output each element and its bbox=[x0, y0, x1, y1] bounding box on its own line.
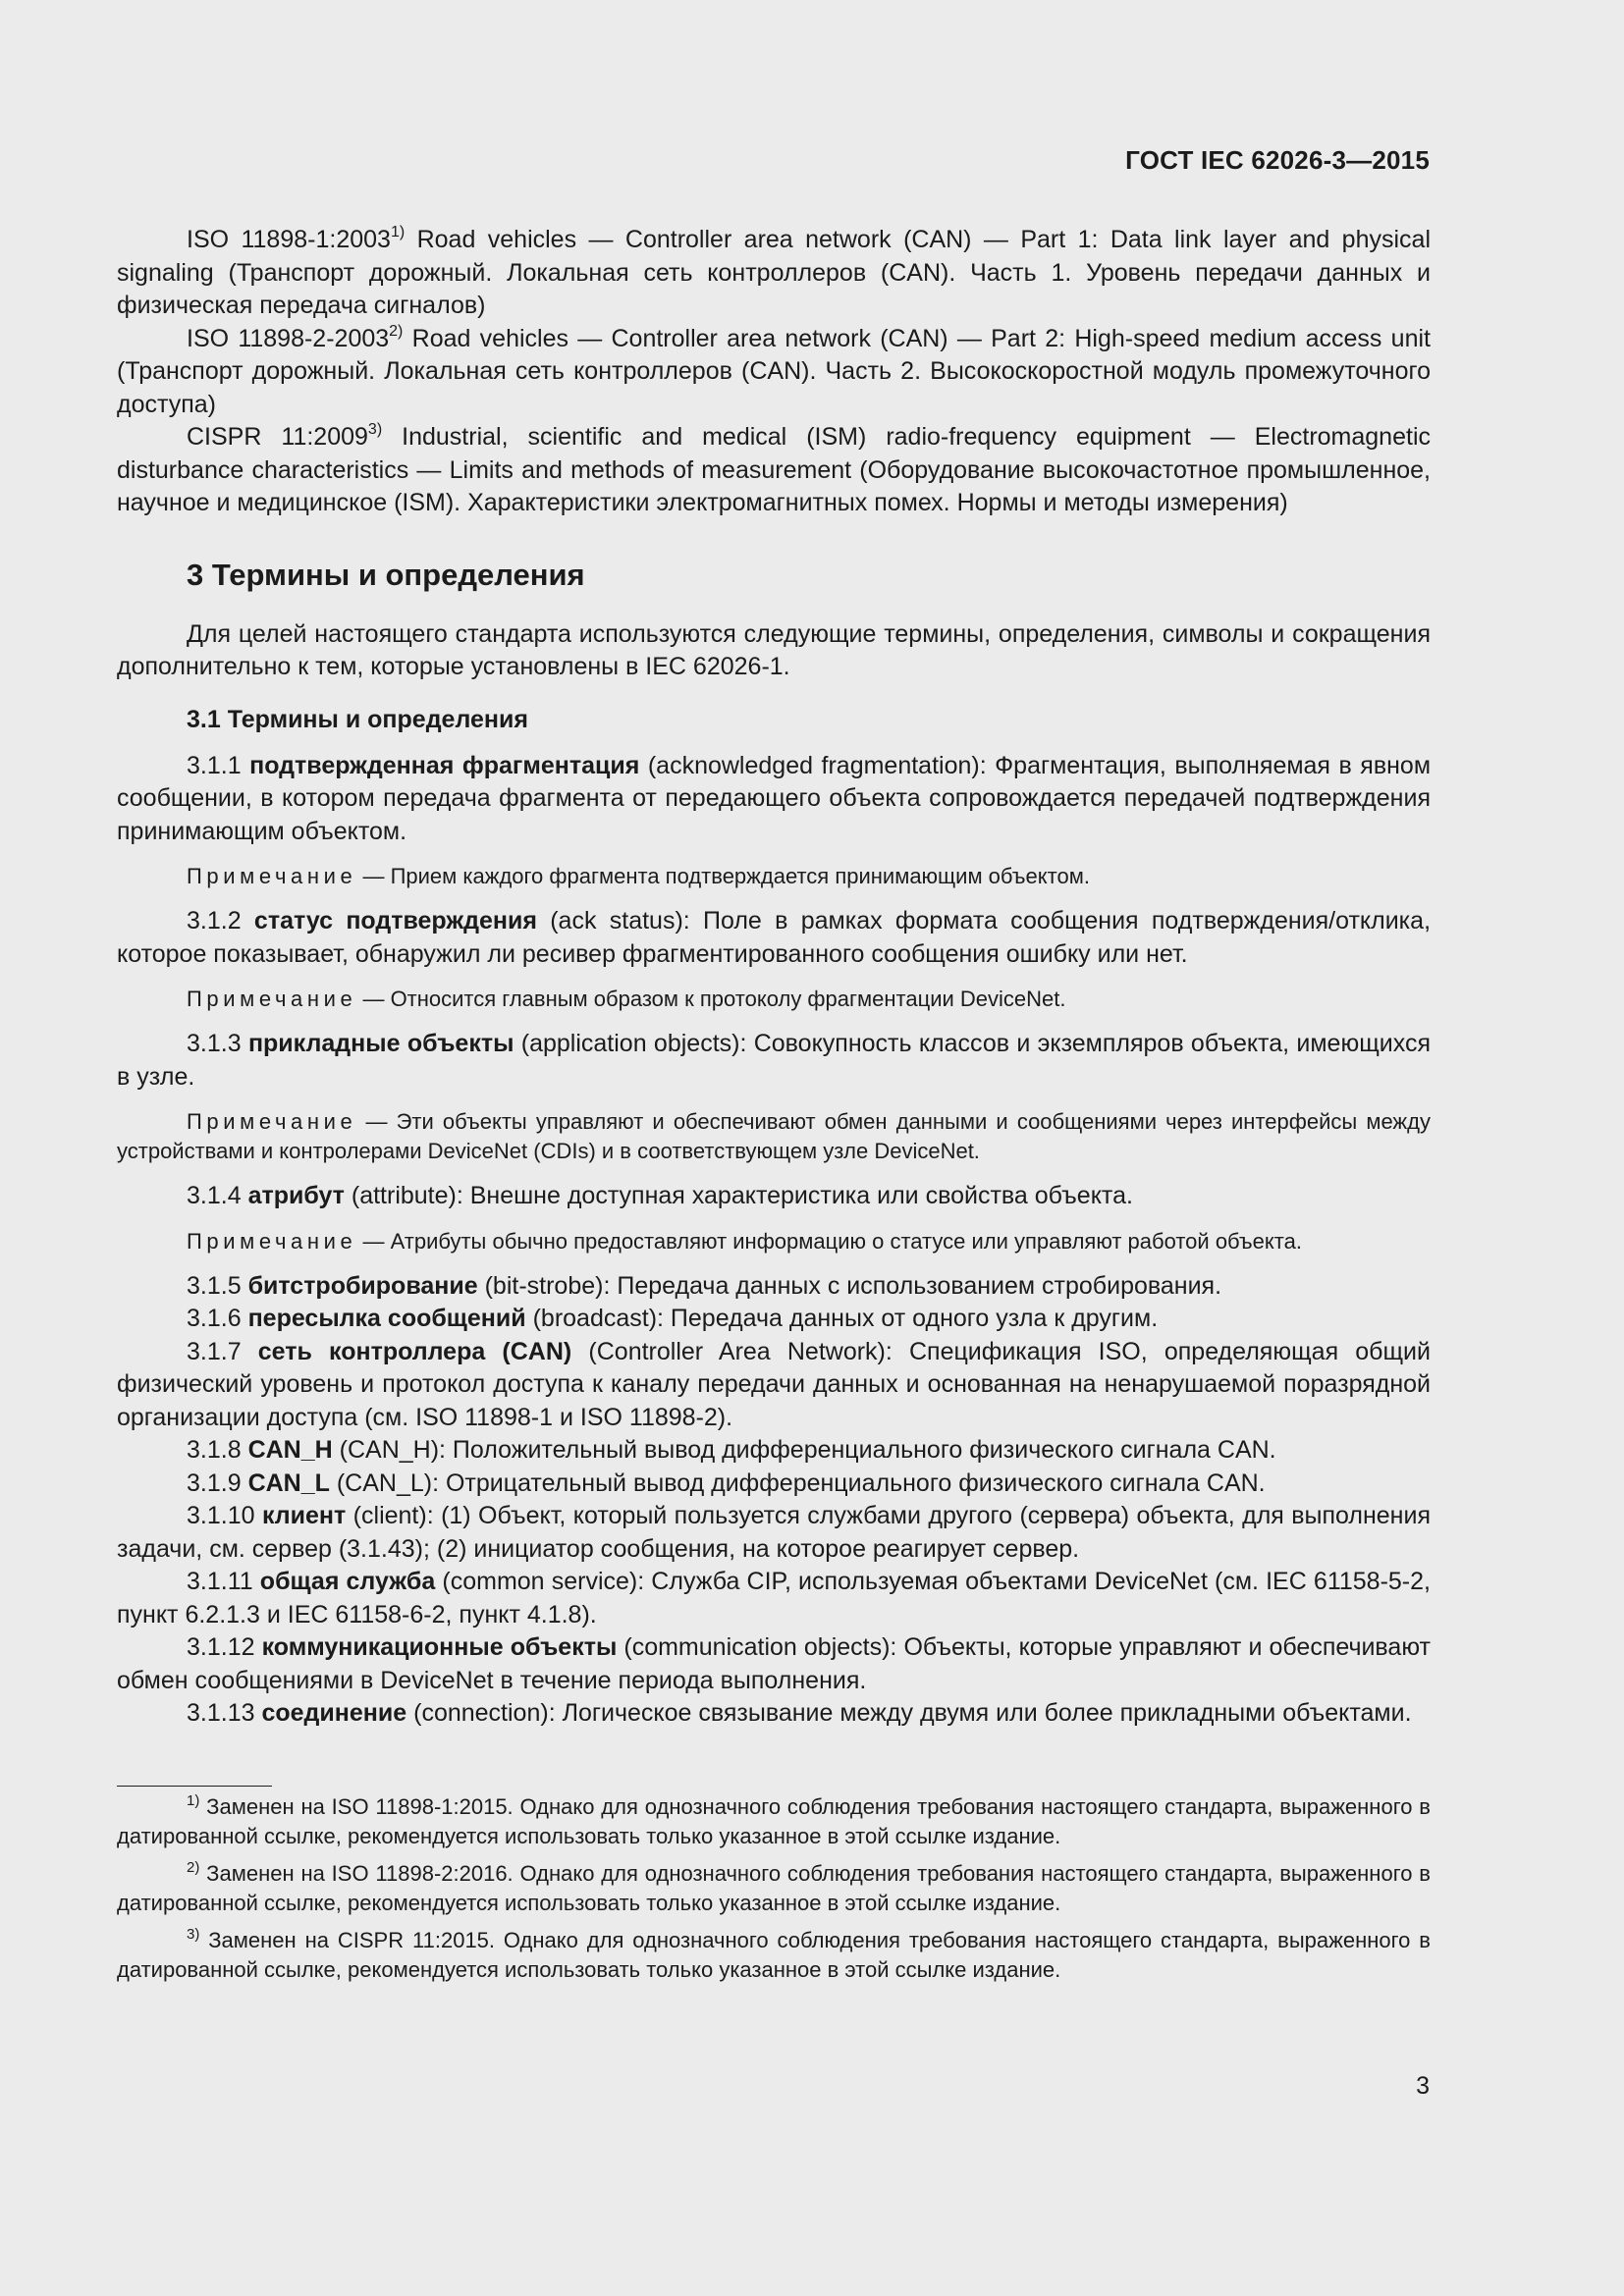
term-name: коммуникационные объекты bbox=[261, 1633, 618, 1661]
term-name: общая служба bbox=[259, 1568, 436, 1595]
footnote-text: Заменен на ISO 11898-2:2016. Однако для однозначного соблюдения требования настоящего стандарта, выраженного в датированной ссылке, рекомендуется использовать только указанное в этой ссылке издание. bbox=[117, 1860, 1431, 1915]
term-definition: (acknowledged fragmentation): Фрагментация, выполняемая в явном сообщении, в котором передача фрагмента от передающего объекта сопровождается передачей подтверждения принимающим объектом. bbox=[117, 751, 1432, 845]
term-name: пересылка сообщений bbox=[247, 1305, 526, 1332]
term-definition: (CAN_L): Отрицательный вывод дифференциального физического сигнала CAN. bbox=[329, 1468, 1266, 1497]
note-text: — Атрибуты обычно предоставляют информацию о статусе или управляют работой объекта. bbox=[356, 1228, 1302, 1254]
term-number: 3.1.1 bbox=[187, 751, 242, 779]
reference-title: Road vehicles — Controller area network (CAN) — Part 1: Data link layer and physical signaling (Транспорт дорожный. Локальная сеть контроллеров (CAN). Часть 1. Уровень передачи данных и физическая передача сигналов) bbox=[117, 226, 1432, 319]
reference-title: Road vehicles — Controller area network (CAN) — Part 2: High-speed medium access unit (Транспорт дорожный. Локальная сеть контроллеров (CAN). Часть 2. Высокоскоростной модуль промежуточного доступа) bbox=[117, 324, 1431, 418]
note-text: — Прием каждого фрагмента подтверждается принимающим объектом. bbox=[356, 864, 1090, 888]
term-number: 3.1.2 bbox=[187, 907, 242, 934]
note-3-1-3 bbox=[117, 1107, 1431, 1166]
term-definition: (Controller Area Network): Спецификация ISO, определяющая общий физический уровень и протокол доступа к каналу передачи данных и основанная на ненарушаемой поразрядной организации доступа (см. ISO 11898-1 и ISO 11898-2). bbox=[117, 1337, 1431, 1431]
note-text: — Относится главным образом к протоколу фрагментации DeviceNet. bbox=[356, 987, 1066, 1011]
term-number: 3.1.3 bbox=[187, 1030, 242, 1057]
term-3-1-11 bbox=[117, 1566, 1431, 1631]
term-name: клиент bbox=[261, 1502, 347, 1529]
note-3-1-4 bbox=[117, 1227, 1431, 1256]
subsection-3-1-heading: 3.1 Термины и определения bbox=[187, 705, 528, 733]
footnote-2 bbox=[117, 1859, 1431, 1918]
term-name: атрибут bbox=[247, 1182, 345, 1209]
term-number: 3.1.6 bbox=[187, 1305, 242, 1332]
term-3-1-1 bbox=[117, 750, 1431, 849]
term-3-1-3 bbox=[117, 1028, 1431, 1094]
reference-3 bbox=[117, 421, 1431, 520]
footnote-marker: 1) bbox=[390, 224, 406, 240]
term-name: прикладные объекты bbox=[247, 1030, 514, 1057]
term-number: 3.1.8 bbox=[187, 1436, 242, 1464]
note-label: Примечание bbox=[187, 864, 357, 888]
term-number: 3.1.4 bbox=[187, 1182, 242, 1209]
term-definition: (communication objects): Объекты, которые управляют и обеспечивают обмен сообщениями в DeviceNet в течение периода выполнения. bbox=[117, 1633, 1431, 1694]
term-definition: (bit-strobe): Передача данных с использованием стробирования. bbox=[477, 1271, 1222, 1300]
reference-title: Industrial, scientific and medical (ISM) radio-frequency equipment — Electromagnetic disturbance characteristics — Limits and methods of measurement (Оборудование высокочастотное промышленное, научное и медицинское (ISM). Характеристики электромагнитных помех. Нормы и методы измерения) bbox=[117, 423, 1431, 516]
note-3-1-2 bbox=[117, 985, 1431, 1014]
note-label: Примечание bbox=[187, 1109, 357, 1134]
reference-code: ISO 11898-1:2003 bbox=[187, 226, 391, 253]
term-definition: (CAN_H): Положительный вывод дифференциального физического сигнала CAN. bbox=[332, 1436, 1276, 1464]
document-code-header: ГОСТ IEC 62026-3—2015 bbox=[1125, 145, 1430, 175]
term-definition: (application objects): Совокупность классов и экземпляров объекта, имеющихся в узле. bbox=[117, 1030, 1431, 1091]
term-number: 3.1.5 bbox=[187, 1271, 242, 1300]
note-3-1-1 bbox=[117, 862, 1431, 891]
section-3-heading: 3 Термины и определения bbox=[187, 557, 585, 592]
term-number: 3.1.7 bbox=[187, 1337, 242, 1365]
footnote-marker: 2) bbox=[187, 1858, 200, 1876]
footnote-separator bbox=[117, 1786, 272, 1787]
term-3-1-12 bbox=[117, 1631, 1431, 1697]
term-3-1-4 bbox=[117, 1180, 1431, 1213]
term-definition: (client): (1) Объект, который пользуется службами другого (сервера) объекта, для выполнения задачи, см. сервер (3.1.43); (2) инициатор сообщения, на которое реагирует сервер. bbox=[117, 1502, 1431, 1563]
term-number: 3.1.10 bbox=[187, 1502, 255, 1529]
term-number: 3.1.13 bbox=[187, 1699, 255, 1727]
reference-1 bbox=[117, 224, 1431, 323]
footnote-marker: 3) bbox=[367, 421, 383, 438]
term-definition: (attribute): Внешне доступная характеристика или свойства объекта. bbox=[344, 1182, 1133, 1209]
term-name: битстробирование bbox=[247, 1271, 478, 1300]
note-label: Примечание bbox=[187, 1228, 357, 1254]
term-3-1-2 bbox=[117, 905, 1431, 971]
page-number: 3 bbox=[1416, 2072, 1430, 2100]
term-3-1-6 bbox=[117, 1303, 1431, 1336]
section-3-intro: Для целей настоящего стандарта используются следующие термины, определения, символы и сокращения дополнительно к тем, которые установлены в IEC 62026-1. bbox=[117, 619, 1431, 680]
term-3-1-13 bbox=[117, 1697, 1431, 1731]
term-definition: (broadcast): Передача данных от одного узла к другим. bbox=[525, 1305, 1159, 1332]
term-3-1-8 bbox=[117, 1434, 1431, 1468]
note-text: — Эти объекты управляют и обеспечивают обмен данными и сообщениями через интерфейсы между устройствами и контролерами DeviceNet (CDIs) и в соответствующем узле DeviceNet. bbox=[117, 1109, 1431, 1163]
page-content bbox=[117, 224, 1431, 1985]
footnote-marker: 2) bbox=[389, 322, 404, 340]
term-name: соединение bbox=[261, 1699, 407, 1727]
footnote-text: Заменен на ISO 11898-1:2015. Однако для однозначного соблюдения требования настоящего стандарта, выраженного в датированной ссылке, рекомендуется использовать только указанное в этой ссылке издание. bbox=[117, 1793, 1431, 1848]
reference-2 bbox=[117, 323, 1431, 422]
footnote-marker: 1) bbox=[187, 1791, 200, 1809]
term-number: 3.1.11 bbox=[187, 1568, 253, 1595]
term-3-1-5 bbox=[117, 1270, 1431, 1304]
note-label: Примечание bbox=[187, 987, 357, 1011]
term-3-1-7 bbox=[117, 1336, 1431, 1435]
term-definition: (ack status): Поле в рамках формата сообщения подтверждения/отклика, которое показывает, обнаружил ли ресивер фрагментированного сообщения ошибку или нет. bbox=[117, 907, 1432, 968]
footnote-text: Заменен на CISPR 11:2015. Однако для однозначного соблюдения требования настоящего стандарта, выраженного в датированной ссылке, рекомендуется использовать только указанное в этой ссылке издание. bbox=[117, 1927, 1431, 1982]
reference-code: ISO 11898-2-2003 bbox=[187, 324, 390, 352]
term-name: CAN_L bbox=[247, 1468, 330, 1497]
footnote-1 bbox=[117, 1792, 1431, 1851]
term-name: статус подтверждения bbox=[253, 907, 537, 934]
term-name: подтвержденная фрагментация bbox=[249, 751, 640, 779]
reference-code: CISPR 11:2009 bbox=[187, 423, 368, 451]
footnote-3 bbox=[117, 1926, 1431, 1985]
term-definition: (connection): Логическое связывание между двумя или более прикладными объектами. bbox=[406, 1699, 1412, 1727]
footnote-marker: 3) bbox=[187, 1925, 200, 1943]
term-definition: (common service): Служба CIP, используемая объектами DeviceNet (см. IEC 61158-5-2, пункт 6.2.1.3 и IEC 61158-6-2, пункт 4.1.8). bbox=[117, 1568, 1431, 1629]
term-3-1-9 bbox=[117, 1468, 1431, 1501]
term-number: 3.1.12 bbox=[187, 1633, 255, 1661]
term-name: сеть контроллера (CAN) bbox=[257, 1337, 572, 1365]
term-name: CAN_H bbox=[247, 1436, 333, 1464]
term-number: 3.1.9 bbox=[187, 1468, 242, 1497]
term-3-1-10 bbox=[117, 1500, 1431, 1566]
